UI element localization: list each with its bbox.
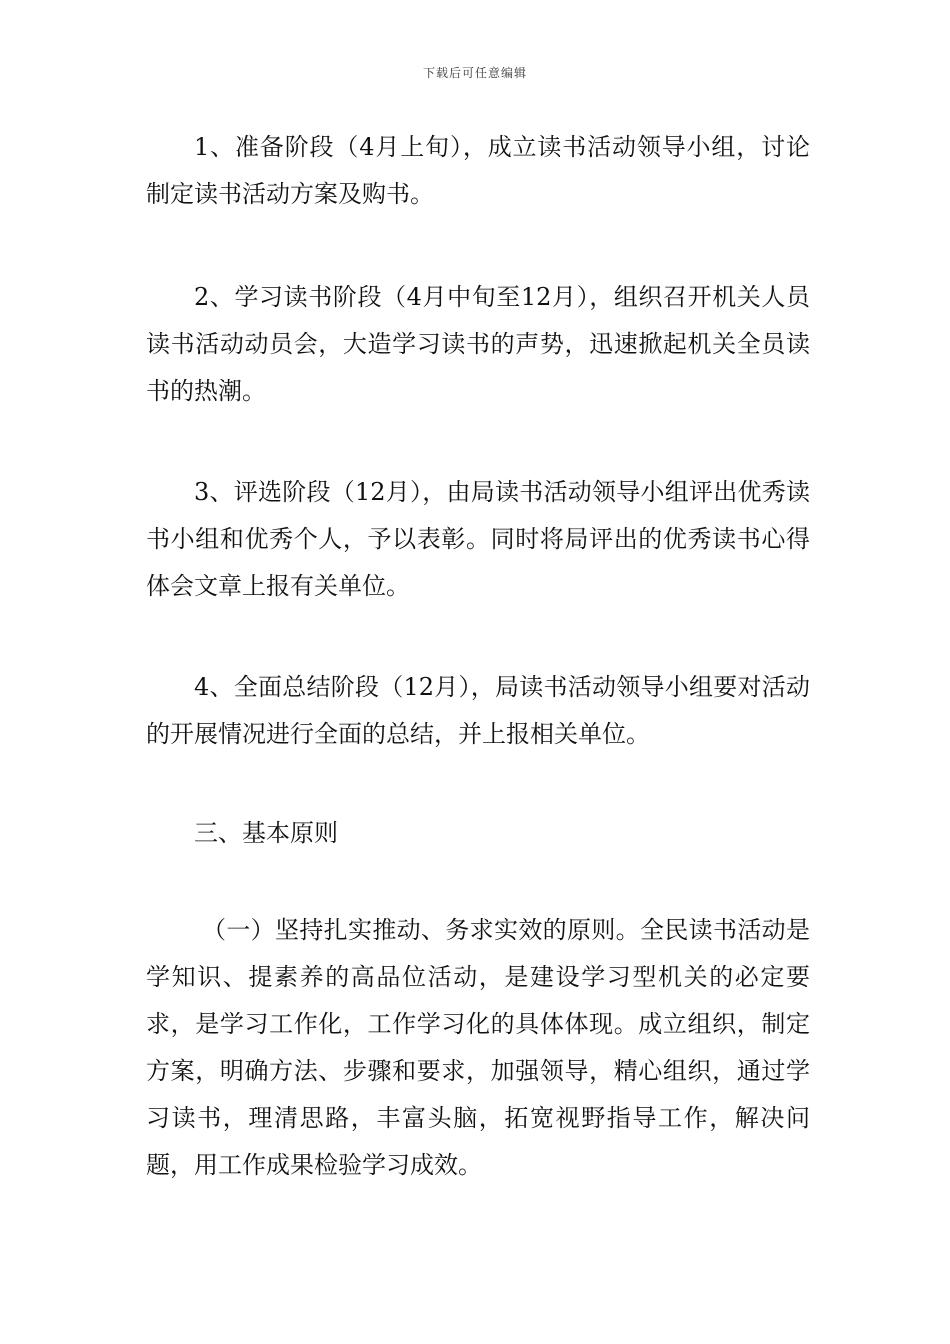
- paragraph-stage-2: 2、学习读书阶段（4月中旬至12月），组织召开机关人员读书活动动员会，大造学习读书的声势，迅速掀起机关全员读书的热潮。: [146, 283, 810, 405]
- document-body: [146, 124, 810, 1189]
- page-header-note: 下载后可任意编辑: [422, 66, 527, 80]
- section-heading-basic-principles: 三、基本原则: [194, 819, 338, 847]
- paragraph-stage-3: 3、评选阶段（12月），由局读书活动领导小组评出优秀读书小组和优秀个人，予以表彰。同时将局评出的优秀读书心得体会文章上报有关单位。: [146, 478, 810, 600]
- paragraph-principle-1: （一）坚持扎实推动、务求实效的原则。全民读书活动是学知识、提素养的高品位活动，是建设学习型机关的必定要求，是学习工作化，工作学习化的具体体现。成立组织，制定方案，明确方法、步骤和要求，加强领导，精心组织，通过学习读书，理清思路，丰富头脑，拓宽视野指导工作，解决问题，用工作成果检验学习成效。: [146, 916, 810, 1179]
- paragraph-stage-1: 1、准备阶段（4月上旬），成立读书活动领导小组，讨论制定读书活动方案及购书。: [146, 133, 810, 208]
- paragraph-stage-4: 4、全面总结阶段（12月），局读书活动领导小组要对活动的开展情况进行全面的总结，并上报相关单位。: [146, 673, 810, 748]
